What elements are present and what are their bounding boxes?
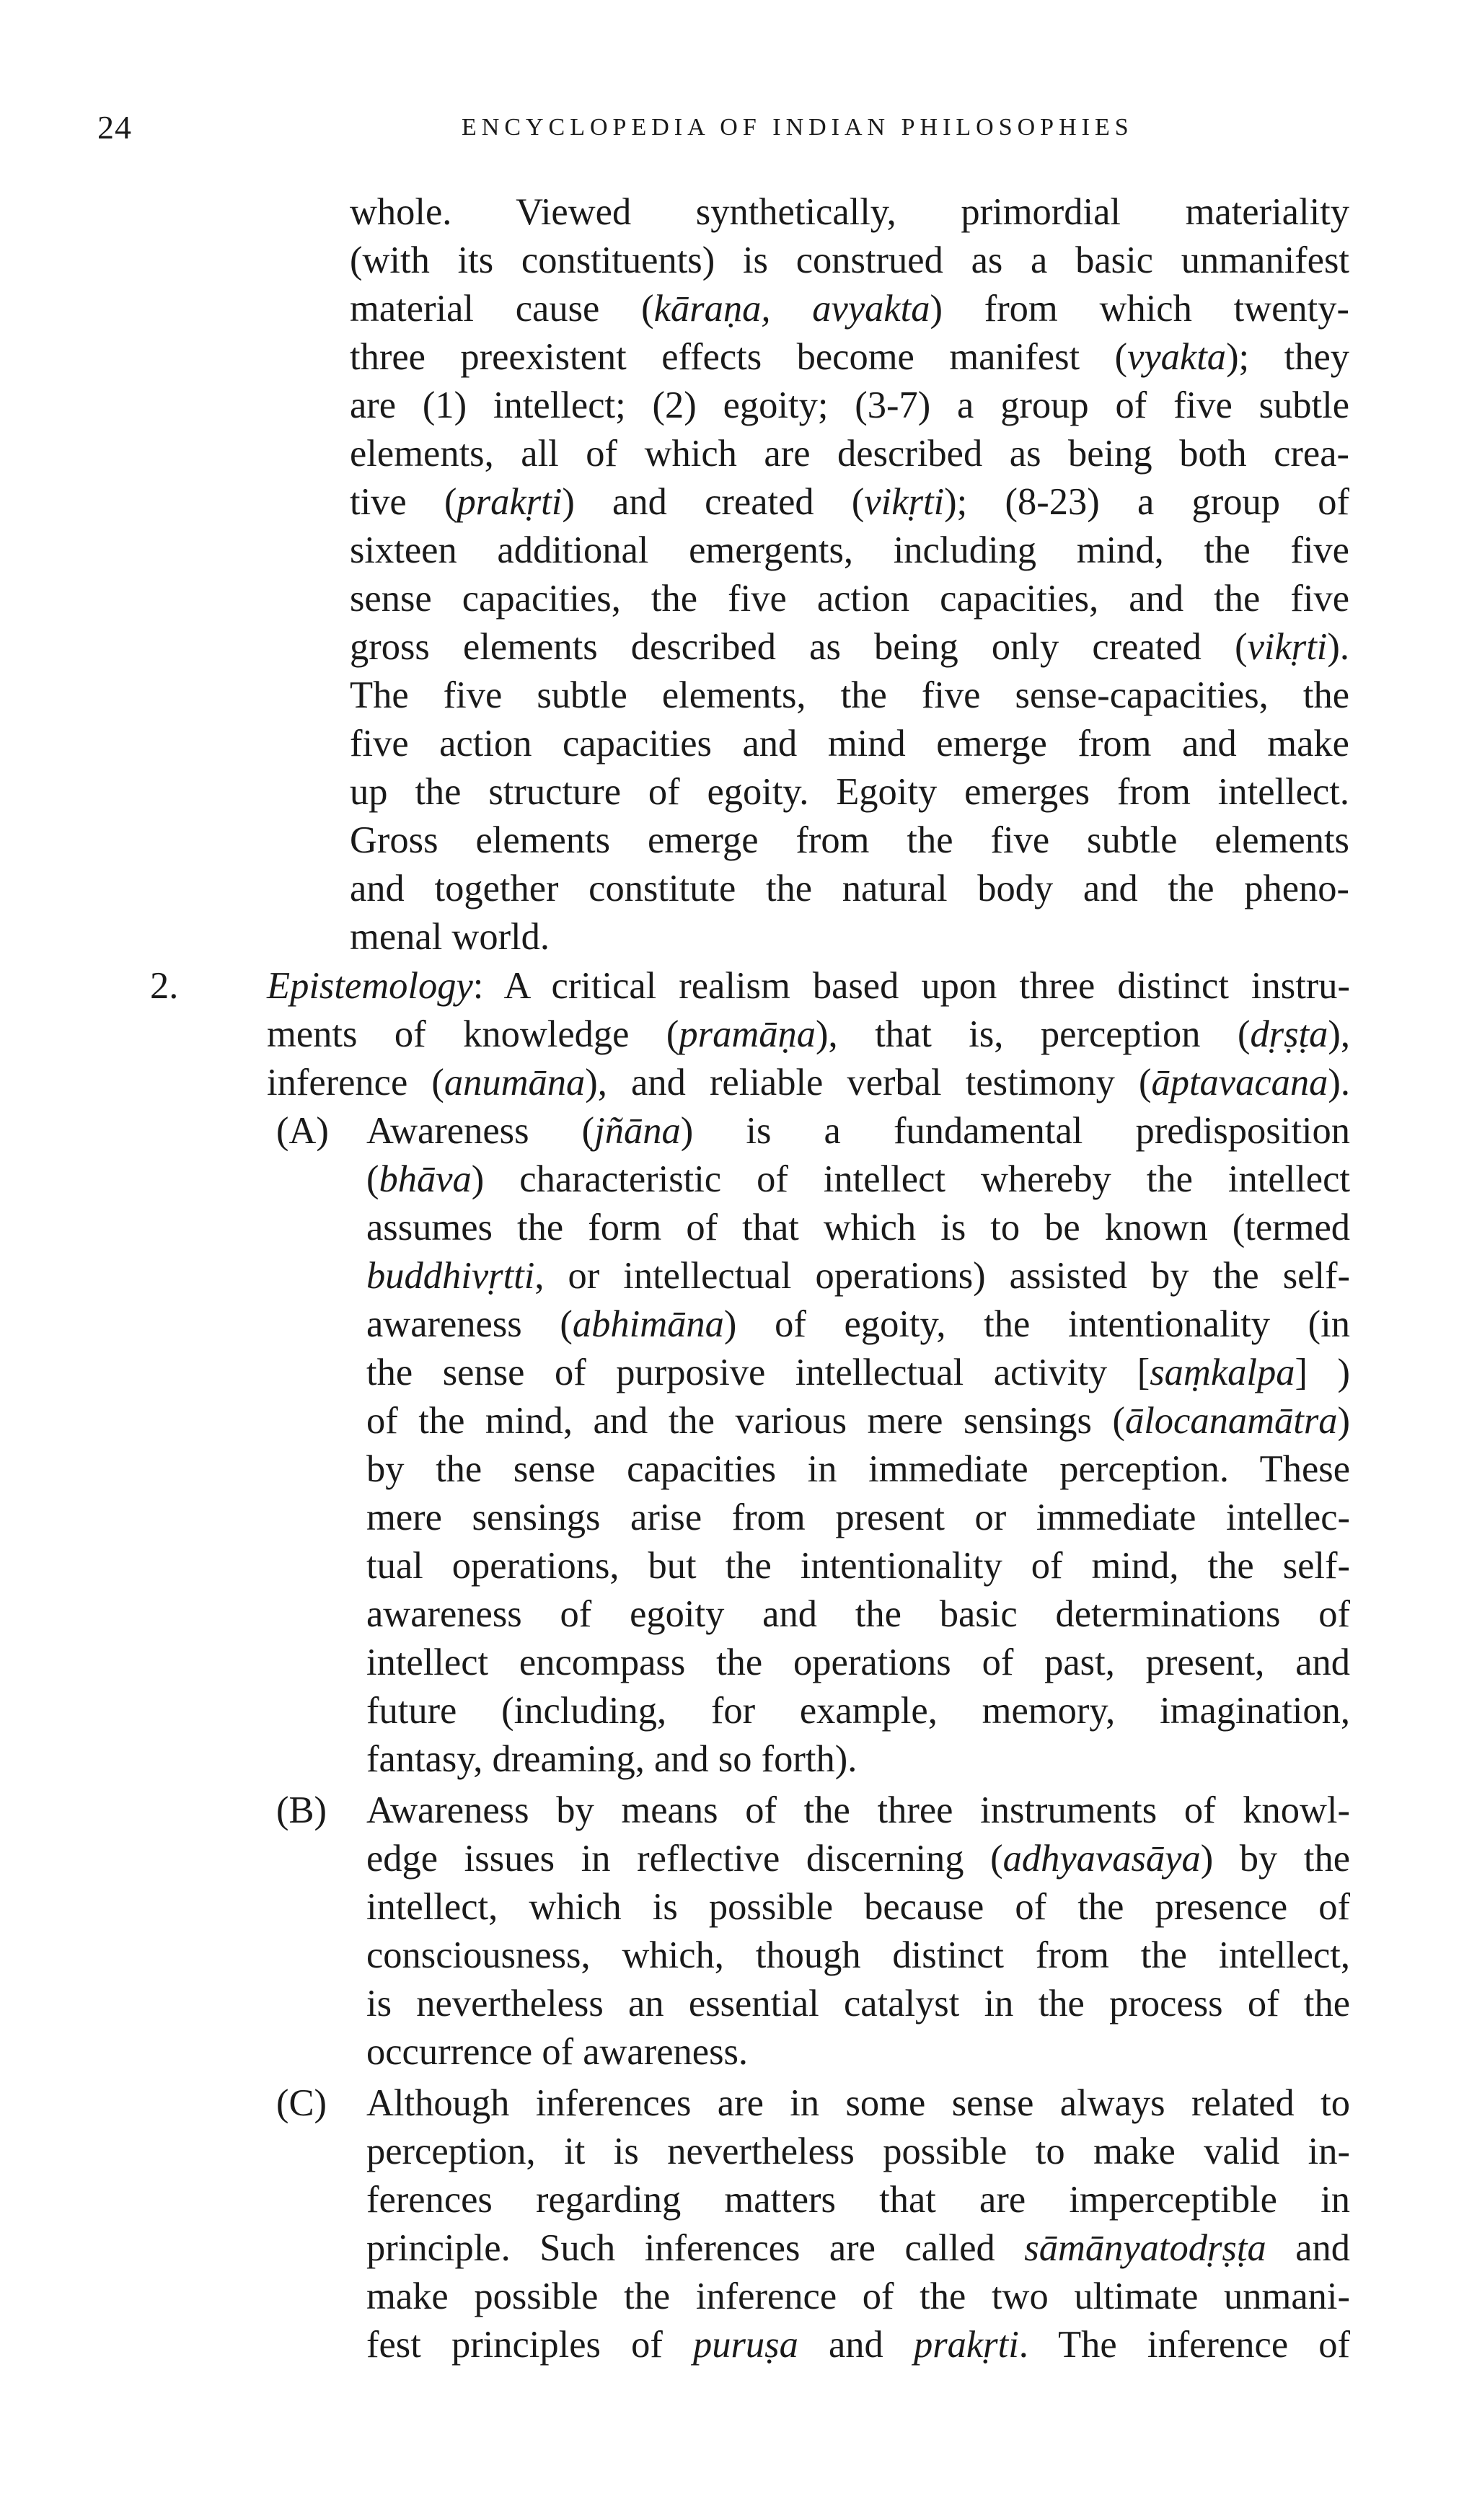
- text-line: elements, all of which are described as being both crea-: [350, 433, 1349, 475]
- text-line: are (1) intellect; (2) egoity; (3-7) a group of five subtle: [350, 384, 1349, 426]
- text-line: consciousness, which, though distinct from the intellect,: [366, 1934, 1350, 1976]
- running-head: [97, 108, 1367, 159]
- text-line: occurrence of awareness.: [366, 2031, 749, 2073]
- text-line: sense capacities, the five action capacities, and the five: [350, 578, 1349, 620]
- text-line: (with its constituents) is construed as a basic unmanifest: [350, 239, 1349, 281]
- text-line: The five subtle elements, the five sense-capacities, the: [350, 674, 1349, 716]
- subsection-marker: (A): [276, 1110, 329, 1152]
- page-number: 24: [97, 109, 132, 146]
- text-line: three preexistent effects become manifest (vyakta); they: [350, 336, 1349, 378]
- text-line: tual operations, but the intentionality of mind, the self-: [366, 1545, 1350, 1587]
- text-line: is nevertheless an essential catalyst in the process of the: [366, 1983, 1350, 2025]
- text-line: Epistemology: A critical realism based upon three distinct instru-: [267, 965, 1350, 1007]
- text-line: and together constitute the natural body and the pheno-: [350, 868, 1349, 909]
- text-line: fantasy, dreaming, and so forth).: [366, 1738, 857, 1780]
- text-line: awareness of egoity and the basic determinations of: [366, 1593, 1350, 1635]
- subsection-marker: (B): [276, 1789, 327, 1831]
- text-line: five action capacities and mind emerge from and make: [350, 723, 1349, 765]
- text-line: make possible the inference of the two ultimate unmani-: [366, 2276, 1350, 2317]
- text-line: gross elements described as being only created (vikṛti).: [350, 626, 1349, 668]
- text-line: ments of knowledge (pramāṇa), that is, perception (dṛṣṭa),: [267, 1013, 1350, 1055]
- running-title: ENCYCLOPEDIA OF INDIAN PHILOSOPHIES: [462, 114, 1134, 141]
- section-heading: Epistemology: [267, 965, 473, 1007]
- text-line: (bhāva) characteristic of intellect whereby the intellect: [366, 1158, 1350, 1200]
- text-line: mere sensings arise from present or immediate intellec-: [366, 1497, 1350, 1538]
- text-line: buddhivṛtti, or intellectual operations) assisted by the self-: [366, 1255, 1350, 1297]
- text-line: Although inferences are in some sense always related to: [366, 2082, 1350, 2124]
- text-line: menal world.: [350, 916, 550, 958]
- text-line: of the mind, and the various mere sensings (ālocanamātra): [366, 1400, 1350, 1442]
- text-line: intellect, which is possible because of the presence of: [366, 1886, 1350, 1928]
- item-number: 2.: [150, 965, 179, 1007]
- text-line: perception, it is nevertheless possible to make valid in-: [366, 2131, 1350, 2172]
- text-line: principle. Such inferences are called sāmānyatodṛṣṭa and: [366, 2227, 1350, 2269]
- subsection-marker: (C): [276, 2082, 327, 2124]
- text-line: future (including, for example, memory, imagination,: [366, 1690, 1350, 1732]
- text-line: fest principles of puruṣa and prakṛti. The inference of: [366, 2324, 1351, 2366]
- text-line: assumes the form of that which is to be known (termed: [366, 1207, 1350, 1248]
- text-line: whole. Viewed synthetically, primordial materiality: [350, 191, 1349, 233]
- text-line: by the sense capacities in immediate perception. These: [366, 1448, 1350, 1490]
- text-line: intellect encompass the operations of past, present, and: [366, 1642, 1350, 1683]
- text-line: inference (anumāna), and reliable verbal testimony (āptavacana).: [267, 1062, 1350, 1103]
- text-line: sixteen additional emergents, including mind, the five: [350, 529, 1349, 571]
- text-line: the sense of purposive intellectual activity [saṃkalpa] ): [366, 1352, 1351, 1393]
- text-line: Gross elements emerge from the five subtle elements: [350, 819, 1349, 861]
- text-line: up the structure of egoity. Egoity emerges from intellect.: [350, 771, 1349, 813]
- text-line: tive (prakṛti) and created (vikṛti); (8-23) a group of: [350, 481, 1349, 523]
- text-line: Awareness (jñāna) is a fundamental predisposition: [366, 1110, 1350, 1152]
- text-line: material cause (kāraṇa, avyakta) from which twenty-: [350, 288, 1349, 330]
- text-line: edge issues in reflective discerning (adhyavasāya) by the: [366, 1838, 1350, 1880]
- text-line: ferences regarding matters that are imperceptible in: [366, 2179, 1350, 2221]
- text-line: Awareness by means of the three instruments of knowl-: [366, 1789, 1350, 1831]
- text-line: awareness (abhimāna) of egoity, the intentionality (in: [366, 1303, 1350, 1345]
